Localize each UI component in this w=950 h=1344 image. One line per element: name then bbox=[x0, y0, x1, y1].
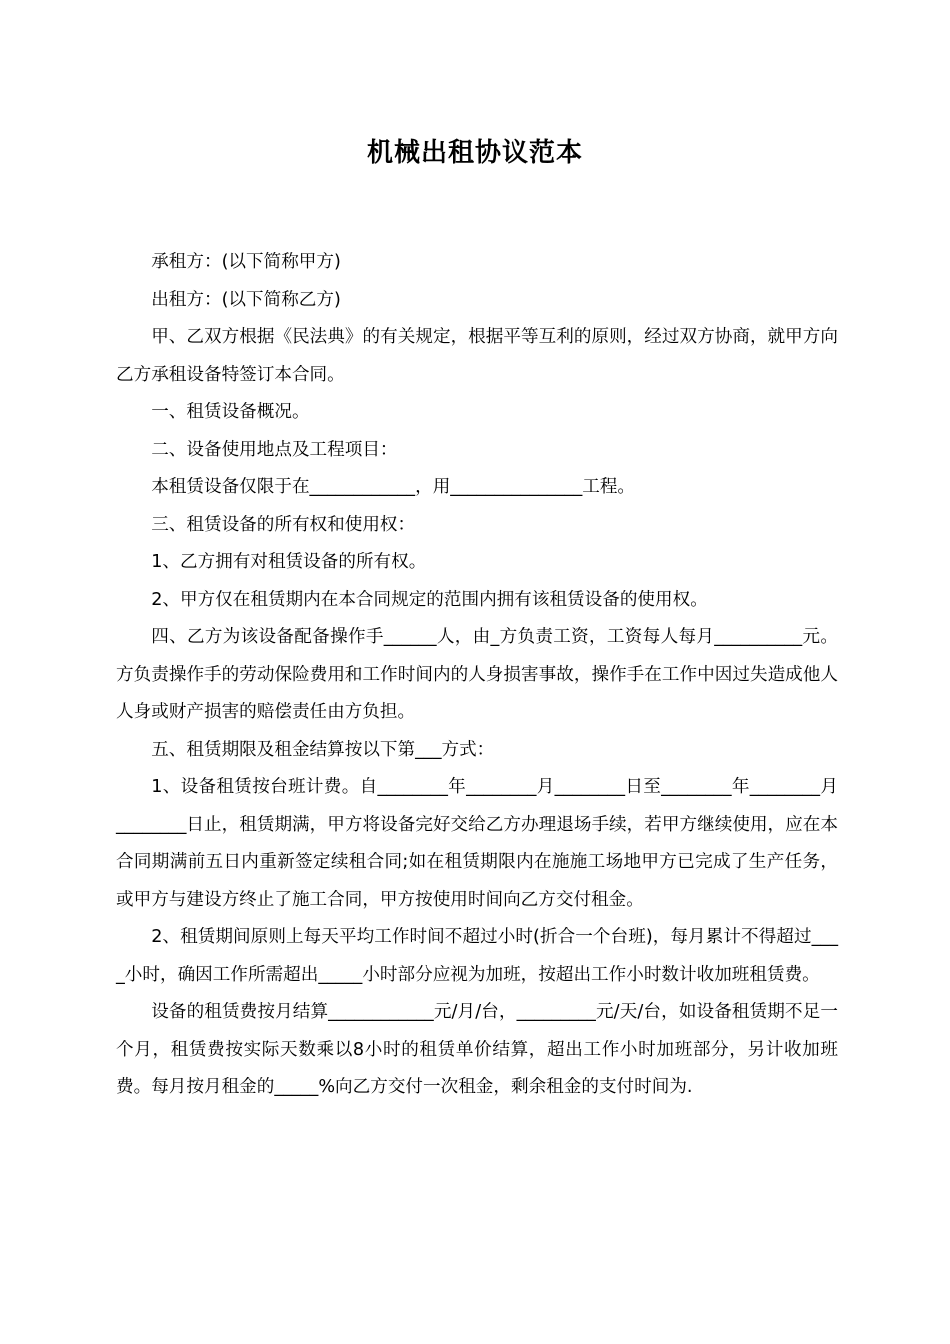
paragraph-shift-billing: 1、设备租赁按台班计费。自________年________月________日至________年________月________日止，租赁期满，甲方将设备完好交给乙方办理退场手续，若甲方继续使用，应在本合同期满前五日内重新签定续租合同;如在租赁期限内在施施工场地甲方已完成了生产任务，或甲方与建设方终止了施工合同，甲方按使用时间向乙方交付租金。 bbox=[116, 777, 838, 910]
section-3-heading: 三、租赁设备的所有权和使用权： bbox=[151, 514, 416, 535]
section-5-heading: 五、租赁期限及租金结算按以下第___方式： bbox=[151, 739, 495, 760]
paragraph-location: 本租赁设备仅限于在____________，用_______________工程。 bbox=[151, 477, 636, 497]
paragraph-preamble: 甲、乙双方根据《民法典》的有关规定，根据平等互利的原则，经过双方协商，就甲方向乙方承租设备特签订本合同。 bbox=[116, 327, 838, 385]
section-1-heading: 一、租赁设备概况。 bbox=[151, 402, 310, 422]
section-4-operator: 四、乙方为该设备配备操作手______人，由_方负责工资，工资每人每月__________元。方负责操作手的劳动保险费用和工作时间内的人身损害事故，操作手在工作中因过失造成他人人身或财产损害的赔偿责任由方负担。 bbox=[116, 627, 838, 722]
paragraph-rent-settlement: 设备的租赁费按月结算____________元/月/台，_________元/天/台，如设备租赁期不足一个月，租赁费按实际天数乘以8小时的租赁单价结算，超出工作小时加班部分，另计收加班费。每月按月租金的_____%向乙方交付一次租金，剩余租金的支付时间为. bbox=[116, 1002, 838, 1097]
paragraph-lessee: 承租方：(以下简称甲方) bbox=[151, 252, 341, 272]
section-2-heading: 二、设备使用地点及工程项目： bbox=[151, 439, 398, 460]
document-title: 机械出租协议范本 bbox=[366, 138, 583, 168]
paragraph-ownership: 1、乙方拥有对租赁设备的所有权。 bbox=[151, 552, 427, 572]
paragraph-lessor: 出租方：(以下简称乙方) bbox=[151, 289, 341, 310]
paragraph-usage-right: 2、甲方仅在租赁期内在本合同规定的范围内拥有该租赁设备的使用权。 bbox=[151, 589, 708, 610]
document-body bbox=[116, 244, 838, 1107]
paragraph-working-hours: 2、租赁期间原则上每天平均工作时间不超过小时(折合一个台班)，每月累计不得超过____小时，确因工作所需超出_____小时部分应视为加班，按超出工作小时数计收加班租赁费。 bbox=[116, 927, 838, 985]
